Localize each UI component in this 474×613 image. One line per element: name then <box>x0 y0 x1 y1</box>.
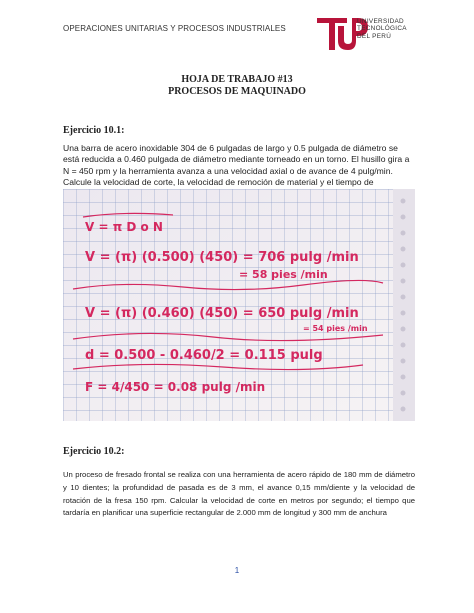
page-number: 1 <box>234 566 240 575</box>
exercise-1-statement: Una barra de acero inoxidable 304 de 6 pulgadas de largo y 0.5 pulgada de diámetro se está reducida a 0.460 pulgada de diámetro mediante torneado en un torno. El husillo gira a N = 450 rpm y la herramienta avanza a una velocidad axial o de avance de 4 pulg/min. Calcule la velocidad de corte, la velocidad de remoción de material y el tiempo de <box>63 143 410 188</box>
hw-line-2b: = 58 pies /min <box>239 268 328 281</box>
university-name <box>357 18 407 40</box>
hw-line-3: V = (π) (0.460) (450) = 650 pulg /min <box>85 306 359 321</box>
handwritten-solution-photo <box>63 189 415 421</box>
logo-line-1: UNIVERSIDAD <box>357 18 404 25</box>
logo-line-3: DEL PERÚ <box>357 32 392 40</box>
worksheet-title: HOJA DE TRABAJO #13 <box>181 74 293 85</box>
logo-line-2: TECNOLÓGICA <box>357 25 407 33</box>
hw-line-1: V = π D o N <box>85 220 163 234</box>
hw-line-4: d = 0.500 - 0.460/2 = 0.115 pulg <box>85 348 323 363</box>
exercise-2-statement: Un proceso de fresado frontal se realiza con una herramienta de acero rápido de 180 mm de diámetro y 10 dientes; la profundidad de pasada es de 3 mm, el avance 0,15 mm/diente y la velocidad de rotación de la fresa 150 rpm. Calcular la velocidad de corte en metros por segundo; el tiempo que tardaría en planificar una superficie rectangular de 2.000 mm de longitud y 300 mm de anchura <box>63 470 415 518</box>
hw-line-3b: = 54 pies /min <box>303 324 368 333</box>
hw-line-5: F = 4/450 = 0.08 pulg /min <box>85 380 266 394</box>
exercise-2-title: Ejercicio 10.2: <box>63 446 125 457</box>
course-header: OPERACIONES UNITARIAS Y PROCESOS INDUSTRIALES <box>63 24 286 33</box>
hw-line-2: V = (π) (0.500) (450) = 706 pulg /min <box>85 250 359 265</box>
exercise-1-title: Ejercicio 10.1: <box>63 125 125 136</box>
worksheet-subtitle: PROCESOS DE MAQUINADO <box>168 86 306 97</box>
